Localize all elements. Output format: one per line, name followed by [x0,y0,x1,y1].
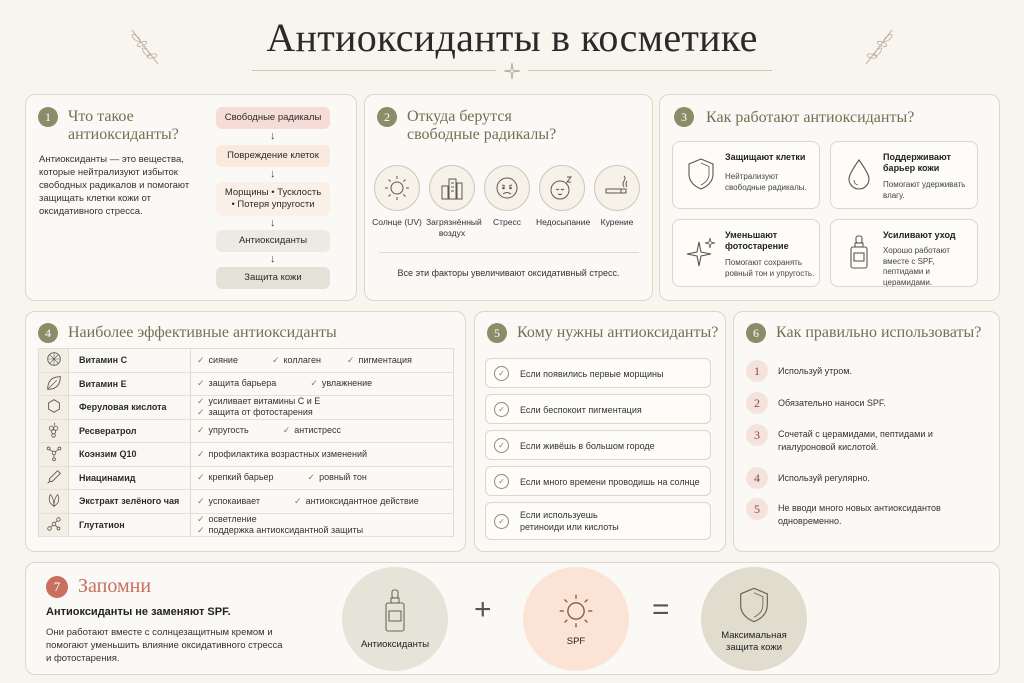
antioxidant-benefits [191,372,454,396]
benefit-item: ✓ профилактика возрастных изменений [197,448,368,459]
table-row [39,466,454,490]
benefit-item: ✓ поддержка антиоксидантной защиты [197,524,364,535]
remember-headline: Антиоксиданты не заменяют SPF. [46,606,231,618]
star-ornament-icon [503,62,521,80]
sparkle-icon [685,234,717,270]
antioxidants-table [38,348,454,537]
section-title: Кому нужны антиоксиданты? [517,324,719,341]
check-icon: ✓ [282,425,291,436]
check-icon: ✓ [294,495,302,506]
work-item-enhance-care: Усиливают уход Хорошо работают вместе с SPF, пептидами и церамидами. [830,219,978,287]
serum-bottle-icon [383,589,407,633]
flow-step-antioxidants: Антиоксиданты [216,230,330,252]
check-icon: ✓ [197,407,205,418]
antioxidants-circle: Антиоксиданты [342,567,448,671]
check-icon: ✓ [197,425,205,436]
section-title: Откуда берутся свободные радикалы? [407,108,557,143]
sleepy-face-icon [539,165,585,211]
section-number: 1 [38,107,58,127]
max-protection-circle: Максимальная защита кожи [701,567,807,671]
table-row [39,490,454,514]
who-item: ✓ Если живёшь в большом городе [485,430,711,460]
check-circle-icon: ✓ [494,402,509,417]
check-icon: ✓ [197,524,205,535]
citrus-icon [45,350,63,368]
benefit-item: ✓ осветление [197,513,257,524]
flow-step-cell-damage: Повреждение клеток [216,145,330,167]
section-what-are-antioxidants [25,94,357,301]
cigarette-icon [594,165,640,211]
benefit-item: ✓ успокаивает [197,495,261,506]
section-title: Как работают антиоксиданты? [706,109,915,126]
arrow-down-icon: ↓ [270,253,276,265]
benefit-item: ✓ увлажнение [310,378,373,389]
benefit-item: ✓ защита от фотостарения [197,407,313,418]
check-circle-icon: ✓ [494,366,509,381]
sources-note: Все эти факторы увеличивают оксидативный стресс. [397,268,620,278]
arrow-down-icon: ↓ [270,130,276,142]
table-row [39,372,454,396]
arrow-down-icon: ↓ [270,168,276,180]
antioxidant-name: Витамин C [69,349,191,373]
check-icon: ✓ [346,354,355,365]
benefit-item: ✓ упругость [197,425,249,436]
who-item: ✓ Если используешь ретиноиди или кислоты [485,502,711,540]
antioxidant-benefits [191,513,454,537]
section-description: Антиоксиданты — это вещества, которые нейтрализуют избыток свободных радикалов и помогают защищать клетки кожи от оксидативного стресса. [39,154,190,217]
city-icon [429,165,475,211]
molecule-icon [45,397,63,415]
antioxidant-benefits [191,396,454,420]
atom-icon [45,444,63,462]
remember-description: Они работают вместе с солнцезащитным кремом и помогают уменьшить влияние оксидативного стресса и фотостарения. [46,627,283,664]
antioxidant-benefits [191,419,454,443]
work-item-support-barrier: Поддерживают барьер кожи Помогают удерживать влагу. [830,141,978,209]
stressed-face-icon [484,165,530,211]
antioxidant-benefits [191,490,454,514]
benefit-item: ✓ защита барьера [197,378,277,389]
section-number: 7 [46,576,68,598]
chain-molecule-icon [45,515,63,533]
antioxidant-name: Экстракт зелёного чая [69,490,191,514]
benefit-item: ✓ усиливает витамины C и E [197,396,321,407]
sun-icon [374,165,420,211]
shield-icon [736,585,772,625]
antioxidant-benefits [191,466,454,490]
drop-icon [843,156,875,192]
check-icon: ✓ [197,472,205,483]
section-effective-antioxidants [25,311,466,552]
shield-icon [685,156,717,192]
benefit-item: ✓ крепкий барьер [197,472,274,483]
section-how-to-use: 6 Как правильно использоваты? 1 Используй утром. 2 Обязательно наноси SPF. 3 Сочетай с церамидами, пептидами и гиалуроновой кислотой. 4 Используй регулярно. 5 Не вводи много новых антиоксидантов одновременно. [733,311,1000,552]
check-circle-icon: ✓ [494,438,509,453]
sun-icon [557,592,595,630]
section-how-antioxidants-work [659,94,1000,301]
benefit-item: ✓ антиоксидантное действие [294,495,419,506]
section-remember [25,562,1000,675]
section-number: 3 [674,107,694,127]
source-sleep-deprivation: Недосыпание [536,165,588,228]
serum-bottle-icon [843,234,875,270]
page-title: Антиоксиданты в косметике [266,15,758,60]
source-polluted-air: Загрязнённый воздух [426,165,478,239]
check-icon: ✓ [197,495,205,506]
table-row [39,513,454,537]
check-icon: ✓ [197,378,205,389]
dropper-icon [45,468,63,486]
check-icon: ✓ [310,378,318,389]
flow-step-skin-protection: Защита кожи [216,267,330,289]
antioxidant-name: Ресвератрол [69,419,191,443]
antioxidant-name: Глутатион [69,513,191,537]
antioxidant-name: Феруловая кислота [69,396,191,420]
leaf-icon [45,374,63,392]
section-who-needs [474,311,726,552]
check-icon: ✓ [271,354,280,365]
section-free-radical-sources [364,94,653,301]
antioxidant-name: Витамин E [69,372,191,396]
flow-step-aging-signs: Морщины • Тусклость • Потеря упругости [216,182,330,216]
check-icon: ✓ [197,396,205,407]
work-item-protect-cells: Защищают клетки Нейтрализуют свободные радикалы. [672,141,820,209]
benefit-item: ✓ ровный тон [307,472,367,483]
table-row [39,443,454,467]
table-row [39,349,454,373]
source-stress: Стресс [481,165,533,228]
table-row [39,419,454,443]
check-circle-icon: ✓ [494,474,509,489]
who-item: ✓ Если появились первые морщины [485,358,711,388]
section-title: Наиболее эффективные антиоксиданты [68,324,337,341]
divider [379,252,639,253]
section-number: 6 [746,323,766,343]
who-item: ✓ Если много времени проводишь на солнце [485,466,711,496]
check-icon: ✓ [197,513,205,524]
section-title: Что такое антиоксиданты? [68,108,179,143]
grapes-icon [45,421,63,439]
source-smoking: Курение [591,165,643,228]
antioxidant-benefits [191,443,454,467]
benefit-item: ✓ антистресс [282,425,342,436]
check-circle-icon: ✓ [494,514,509,529]
antioxidant-benefits [191,349,454,373]
title-divider-right [528,70,772,71]
section-number: 4 [38,323,58,343]
section-number: 5 [487,323,507,343]
table-row [39,396,454,420]
equals-sign: = [652,593,670,626]
benefit-item: ✓ сияние [197,354,238,365]
arrow-down-icon: ↓ [270,217,276,229]
benefit-item: ✓ пигментация [346,354,412,365]
tea-leaf-icon [45,491,63,509]
antioxidant-name: Ниацинамид [69,466,191,490]
olive-branch-icon [126,26,162,68]
antioxidant-name: Коэнзим Q10 [69,443,191,467]
benefit-item: ✓ коллаген [271,354,321,365]
check-icon: ✓ [197,354,205,365]
section-title: Запомни [78,575,152,597]
check-icon: ✓ [197,448,205,459]
spf-circle: SPF [523,567,629,671]
title-divider-left [252,70,496,71]
section-title: Как правильно использоваты? [776,324,982,341]
check-icon: ✓ [307,472,316,483]
work-item-reduce-photoaging: Уменьшают фотостарение Помогают сохранять ровный тон и упругость. [672,219,820,287]
section-number: 2 [377,107,397,127]
plus-sign: + [474,593,492,626]
who-item: ✓ Если беспокоит пигментация [485,394,711,424]
source-sun: Солнце (UV) [371,165,423,228]
olive-branch-icon [862,26,898,68]
flow-step-free-radicals: Свободные радикалы [216,107,330,129]
